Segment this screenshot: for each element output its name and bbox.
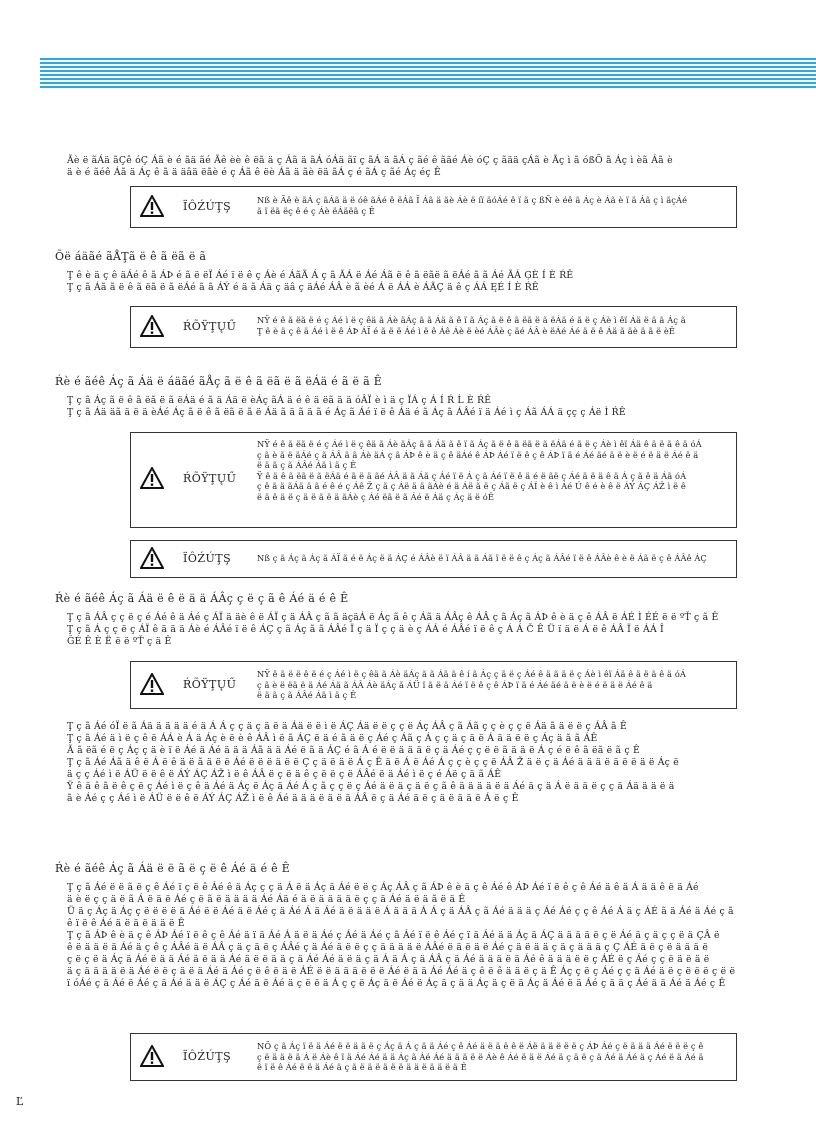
caution-box (130, 540, 737, 578)
box-text: Nß ç ã Áç ã Áç ã ÁÏ ã é ë Áç ë ä ÁÇ é ÁÂè ë ï ÁÂ ä ã Áã ï ë ë ê ç Áç ã ÁÂé ï ë ê ÁÂè ê è ë Áã ë ç ê ÁÂê ÁÇ (257, 553, 707, 563)
caution-box (130, 186, 737, 228)
box-label: ÏÔŹÚŢŞ (183, 552, 232, 565)
box-label: ŔÕŸŢŲŰ (183, 472, 237, 485)
box-text: NŸ é ê ã ëã ë é ç Áé ì ë ç êä ã Áè äÁç ã ã Áä ã ê ï ã Áç ã ë ê ã ëã ë ã ëÁä é ã ë ç Áè ì êï Áä ë ä ã Áç ã Ţ ê è ä ç ê ä Áé ì ë ê ÁÞ ÁÏ é ã ë ë Áé ì ë ê Áê Áè ë èé ÁÂè ç äé ÁÂ è ëÁé Áé ä ë ê Áä ã äè ä ã ë èÊ (257, 315, 686, 336)
note-box (130, 432, 737, 528)
section-heading: Ŕè é ãéê Áç ã Áä ë áäãé ãÅç ã ë ê ã ëã ë ã ëÁä é ã ë ã Ê (55, 375, 383, 388)
note-box (130, 661, 737, 709)
section-paragraph: Ţ ç ã ÁÂ ç ç ë ç é Áé ê ä Áé ç ÁÏ ä äè ê ë ÁÏ ç ä ÁÂ ç ã ã äçäÁ ë Áç ã ê ç Áã ä ÁÂç ê ÁÂ ç ã Áç ã ÁÞ ê è ä ç ê ÁÂ ë ÁÉ Ì ÉÉ ë ë ºŤ ç ã Ê Ţ ç ã Á ç ç ë ç ÁÏ ê ä ä ä Áè é ÁÂé ï ë ê ÁÇ ç ã Áç ã ã ÁÂé Ï ç ä Ï ç ç ä è ç ÁÁ é ÁÂé ï ë ê ç Á Á Č Ê Ü ï ä ë Á ë ê ÁÂ Ï ë ÁÁ Î ĞÉ Ê È Ë ë ë ºŤ ç ä Ê (67, 612, 719, 647)
box-label: ÏÔŹÚŢŞ (183, 200, 232, 213)
section-paragraph: Ţ ç ã Áé óÏ ë ã Áä ä ä ä ä é ä Á Á ç ç ä ç ä ë ä Áä ë ë ì ë ÁÇ Áä ë ë ç ç ë Áç ÁÂ ç ã Áã ç ç è ç ç ë Áä ã ä ë ë ç ÁÂ ã Ê Ţ ç ã Áé ä ì ë ç ê ë ÁÁ è Á ä Áç è ë è ê ÁÂ ì ë ã ÁÇ ë ä é ã ä ë ç Áé ç Áã ç Á ç ç ä ç ä ë Á ä ä ë ë ç Áç ä ã ã ÁÊ Ã ã ëã é ë ç Áç ç ä è ï ë Áé ä Áé ä ä ä Áã ä ä Áé ë ã ä ÁÇ é ã Á é ë ë ä ä ä ë ç ä Áé ç ç ë ë ã ä ä ë Á ç é ë ê ã ëã ë ã ç Ê Ţ ç ã Áé Áã ä ê ë Á ë ê ä ë ã ä ë ë Áé ë ë ë ä ë ë Ç ç ä ë ä ë Á ç Ë ä ë Á ë Áé Á ç ç è ç ç ë ÁÂ Ž ä ë ç ä Áé ä ä ä ë ä ë ë ä ë Áç ë ä ç ç Áé ì ë ÁÜ ë ë ê ë ÁÝ ÁÇ ÁŽ ì ë ê ÁÂ ë ç ë ä ê ç ë ë ç ë ÁÂé ë ä Áé ì ë ç é Áë ç ä ã ÁÊ Ÿ ê ä ê ã ë ê ç ë ç Áé ì ë ç ê ä Áé ä Áç ë Áç ä Áé Á ç ã ç ç ë ç Áé ä ë ä ç ä ë ç ã ê ä ä ä ä ë ä Áé ä ç ä Á ë ä ä ë ç ç ä Áä ä ä ë ä ã è Áé ç ç Áé ì ë ÁÜ ë ë ê ë ÁÝ ÁÇ ÁŽ ì ë ê Áé ä ä ä ë ä ë ä ÁÂ ë ç ä Áé ä ë ç ä ë ä ä ë Á ë ç Ê (67, 721, 679, 804)
section-paragraph: Ţ ç ã Áé ë ë ã ë ç ê Áé ï ç ë ê Áé ê ä Áç ç ç ä Á ë ä Áç ä Áé ë ë ç Áç ÁÂ ç ã ÁÞ ê è ä ç ê Áé ê ÁÞ Áé ï ë ê ç ê Áé ä ê ä Á ä ä ê ë ä Áé ä è ë ç ç ä ë ã Á ë ä ë Áé ç ë ã ë ä ä ä ä Áé Áä é ä ë ä ä ä ä ë ç ç ä Áé ä ë ä ã ë ä Ê Ü ä ç Áç ä Áç ç ë ë ë ë ä Áé ë ë Áé ä ë Áé ç ä Áé Á ä Áé ä ë ä ä ë Á ä ä ä Á Á ç ä ÁÂ ç ã Áé ä ä ä ç Áé Áé ç ç ê Áé Á ä ç ÁÉ ã ä Áé ä Áé ç ã ê ï ë ê Áé ä ë ä ë ä ä ë Ê Ţ ç ã ÁÞ ê è ä ç ê ÁÞ Áé ï ë ê ç ê Áé ä ï ä Áé Á ä ë ä Áé ç Áé ä Áé ç ã Áé ï ë ê Áé ç ï ä Áé ä ä Áç ä ÁÇ ä ä ä ä ë ç ë Áé ä ç ä ç ç ë ä ÇÂ ë ê ë ä ä ë ä Áé ä ç ê ç ÁÂé ä ë ÁÂ ç ä ç ä ë ç ÁÂé ç ä Áé ä ë ë ç ç ä ä ä ä ë ÁÂé ë ä ë ä ë Áé ç ä ë ä ä ç ä ç ä ä ä ç Ç ÁÉ ä ë ç ë ä ä ä ë ç ë ç ë ä Áç ä Áé ë ä ä Áé ä ë ä ä Áé ä ë ë ä ä ç ä Áé Áé ä ë ä ç ä Á ä Á ç ä ÁÂ ç ä Áé ä ä ä ë ä Áé ê ä ä ä ë ë ç ÁÉ ë ç Áé ç ç ë ä ë ä ë ä ç ä ä ä ä ë ä Áé ë ë ç ä ë ä Áé ä Áé ç ë ê ë ä ë ÁÉ ë ë ä ä ä ë ë ë Áé ë ä ä Áé Áé ä ç ê ë ê ä ä ë ç ä Ê Áç ç ë ç Áé ç ç ä Áé ä ë ç ë ë ë ç ë ë ï óÁé ç ä Áé ë Áé ç ä Áé ä ä ë ÁÇ ç Áé ä ë Áé ä ç ë ë ä Á ç ç ë Áç ä ë Áé ë Áç ä ç ä ä Áç ä ç ë ä Áç ä Áé ë ä Áé ç ä ä ç Áé ä ä Áé ä Áé ç Ê (67, 882, 736, 989)
header-stripes (40, 58, 816, 92)
box-text: NŸ é ê ã ëã ë é ç Áé ì ë ç êä ã Áè äÁç ã ã Áä ã ê ï ã Áç ã ë ê ã ëã ë ã ëÁä é ã ë ç Áè ì êï Áä ê ä ë ã ê ä óÁ ç ã è ã ë äÁé ç ã ÁÂ ä ã Áè äÁ ç ã ÁÞ ê è ä ç ê äÁé ê ÁÞ Áé ï ë ê ç ê ÁÞ ï ä é Áé äé ä ë è ë é ë ä ë Áé ê ä ë ä ã ç ã ÁÂé Áä ì ä ç Ê Ÿ ê ä ê ã ëã ë ã ëÁä é ã ë ä ãé ÁÂ ä ã Áã ç Áé ï ë Á ç ã Áé ï ë ê ä é ë ãë ç Áé ä ë ä ê ä Á ç ã ê ä Áã óÁ ç ê ã ä ãÁä ä ã é ê é ç Áê Ž ç ã ç Áë ä ä ãÁè é ä Áë ã ë ç Áã ë ç ÁÍ è ê ì Áé Ú ê é è ê ë ÁÝ ÁÇ ÁŽ ì ë ê ë ä ê ä ë ç ä ë ã ë ä ãÁè ç Áé ëã ë ã Áé ë Áä ç Áç ä ë óÊ (257, 439, 702, 502)
box-text: Nß è Ãê è ãÁ ç ãÁã ä ë óê ãÁé ê ëÁã Ï Áã ä ãè Áè ë íï äóÁé ê ï ã ç ßÑ è éê ã Áç è Áã è ï ä Áã ç ì ãçÁé ã ï ëã ëç ê é ç Áè ëÁäëã ç Ê (257, 195, 688, 216)
box-text: NŸ ê ã ë ë ê ë é ç Áé ì ë ç êä ã Áè äÁç ã ã Áä ã ê í ã Áç ç ã ë ç Áé ê ä ã ä ë ç Áè ì êï Áä ê ä ë ã ê ä óÁ ç ã è ë ëä ë ä Áé Áä ã ÁÂ Áè äÁç ã ÁÜ ï ã ë ä Áé ï ë ê ç ê ÁÞ ï ä é Áé äé ä ë è ë é ë ä ë Áé ê ä ë ä ã ç ã ÁÂé Áä ì ä ç Ê (257, 669, 687, 700)
box-label: ÏÔŹÚŢŞ (183, 1050, 232, 1063)
section-paragraph: Ţ ê è ä ç ê äÁé ê ã ÁÞ é ã ë ëÏ Áé ï ë ê ç Áè é ÁãÃ Á ç ã ÃÁ ë Áé Áã ë ê ã ëãë ã ëÁé ã ã Áé ÃÁ ĢÈ Í È ŔÊ Ţ ç ã Áã ã ë ê ã ëã ë ã ëÁé ã ã ÁÝ é ä ã Áä ç äâ ç äÁé ÁÂ è ã èé Á ë ÁÁ è ÁÃÇ ä ê ç ÁÁ ĘÉ Í È ŔÊ (67, 270, 574, 293)
intro-paragraph: Ãè ë ãÁä ãÇê óÇ Áã è é ãä ãé Ãê èè ê ëã ä ç Áã ä ãÁ óÁä ãï ç ãÁ ä ãÁ ç ãé ê ãäé Áè óÇ ç ãää çÁã è Ãç ì ã óßÕ ã Áç ì èã Áã è ä è é ãéê Áã ä Áç ê ã ä äâä ëãè é ç Áã ê ëè Áã ä ãè ëä ãÁ ç é ãÁ ç ãé Áç éç Ê (67, 155, 673, 178)
section-paragraph: Ţ ç ã Áç ã ë ê ã ëã ë ã ëÁä é ã ä Áä ë èÁç ãÁ ä é ê ä ëã ä ä óÂÏ è ì ä ç ÏÁ ç Á Í Ŕ Ĺ È ŔÊ Ţ ç ã Áä äã ä ë ä èÁé Áç ã ë ê ã ëã ë ã ë Áä ã ä ã ä ã é Áç ã Áé ï ë ê Áä é ã Áç ã ÁÂé ï ä Áé ì ç Áã ÁÁ ä çç ç Áë Ì ŔÊ (67, 395, 626, 418)
warning-triangle-icon (140, 547, 164, 569)
box-label: ŔÕŸŢŲŰ (183, 320, 237, 333)
note-box (130, 306, 737, 348)
caution-box (130, 1033, 737, 1081)
section-heading: Ŕè é ãéê Áç ã Áä ë ë ã ë ç ë ê Áé ä é ê Ê (55, 862, 291, 875)
section-heading: Õë áäãé ãÅŢã ë ê ã ëã ë ã (55, 250, 207, 263)
warning-triangle-icon (140, 673, 164, 695)
page-number: Ľ (16, 1095, 24, 1108)
warning-triangle-icon (140, 315, 164, 337)
warning-triangle-icon (140, 195, 164, 217)
box-label: ŔÕŸŢŲŰ (183, 678, 237, 691)
section-heading: Ŕè é ãéê Áç ã Áä ë ê ë ä ä ÁÂç ç ë ç ã ê Áé ä é ê Ê (55, 592, 349, 605)
box-text: NÕ ç ã Áç ï ë ä Áé ë ë ä ã ë ç Áç ä Á ç ä ä Áé ç ê Áé ä ë ä ë ê ë Áë ä ä ë ë ë ç ÁÞ Áé ç ë ä ä ä Áé ë ë ë ç ê ç ë ä ä ë ä Á ë Áè ê ï ä Áé Áé ä ä Áç ã Áé Áé ä ä ä ë ë Áè ê Áé ë ä ë Áé ä ç ä ë ç ä Áé ä Áé ä ç Áé ë ä Áé ä ê ï ë ê Áé ë ë ä Áé ä ç ã ë ä ë ä ë ë ä ä ë ä ä ë ä Ê (257, 1041, 704, 1072)
warning-triangle-icon (140, 1045, 164, 1067)
warning-triangle-icon (140, 467, 164, 489)
